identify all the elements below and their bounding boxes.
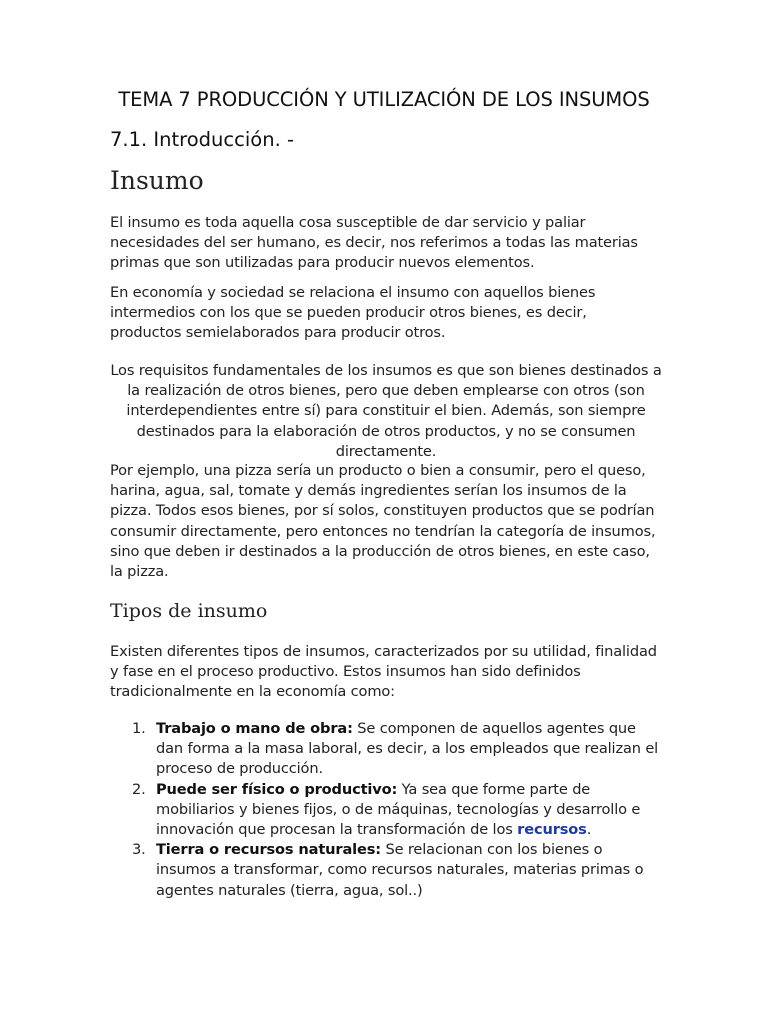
paragraph-economy: En economía y sociedad se relaciona el insumo con aquellos bienes intermedios con los que se pueden producir otros bienes, es decir, productos semielaborados para producir otros. <box>110 284 596 342</box>
list-term: Tierra o recursos naturales: <box>156 841 381 859</box>
section-heading: 7.1. Introducción. - <box>110 128 295 151</box>
paragraph-requirements: Los requisitos fundamentales de los insumos es que son bienes destinados a la realización de otros bienes, pero que deben emplearse con otros (son interdependientes entre sí) para constituir el bien. Además, son siempre destinados para la elaboración de otros productos, y no se consumen directamente. <box>110 362 662 460</box>
list-item <box>110 840 662 901</box>
list-term: Puede ser físico o productivo: <box>156 780 398 798</box>
list-number: 2. <box>132 780 146 798</box>
list-text: Se componen de aquellos agentes que dan forma a la masa laboral, es decir, a los empleados que realizan el proceso de producción. <box>156 720 659 778</box>
heading-insumo: Insumo <box>110 166 204 195</box>
types-list <box>110 719 662 901</box>
list-text: Ya sea que forme parte de mobiliarios y bienes fijos, o de máquinas, tecnologías y desarrollo e innovación que procesan la transformación de los <box>156 780 641 839</box>
paragraph-tipos-intro: Existen diferentes tipos de insumos, caracterizados por su utilidad, finalidad y fase en el proceso productivo. Estos insumos han sido definidos tradicionalmente en la economía como: <box>110 643 657 701</box>
list-text-end: . <box>586 821 592 839</box>
heading-tipos: Tipos de insumo <box>110 600 268 622</box>
recursos-link[interactable]: recursos <box>517 821 587 839</box>
paragraph-example: Por ejemplo, una pizza sería un producto o bien a consumir, pero el queso, harina, agua, sal, tomate y demás ingredientes serían los insumos de la pizza. Todos esos bienes, por sí solos, constituyen productos que se podrían consumir directamente, pero entonces no tendrían la categoría de insumos, sino que deben ir destinados a la producción de otros bienes, en este caso, la pizza. <box>110 462 656 581</box>
list-item <box>110 780 662 841</box>
document-title: TEMA 7 PRODUCCIÓN Y UTILIZACIÓN DE LOS INSUMOS <box>118 88 650 111</box>
list-item <box>110 719 662 780</box>
list-number: 1. <box>132 720 146 737</box>
list-text: Se relacionan con los bienes o insumos a transformar, como recursos naturales, materias primas o agentes naturales (tierra, agua, sol..) <box>156 841 644 899</box>
list-number: 3. <box>132 841 146 859</box>
list-term: Trabajo o mano de obra: <box>156 720 353 737</box>
paragraph-definition: El insumo es toda aquella cosa susceptible de dar servicio y paliar necesidades del ser humano, es decir, nos referimos a todas las materias primas que son utilizadas para producir nuevos elementos. <box>110 214 638 272</box>
